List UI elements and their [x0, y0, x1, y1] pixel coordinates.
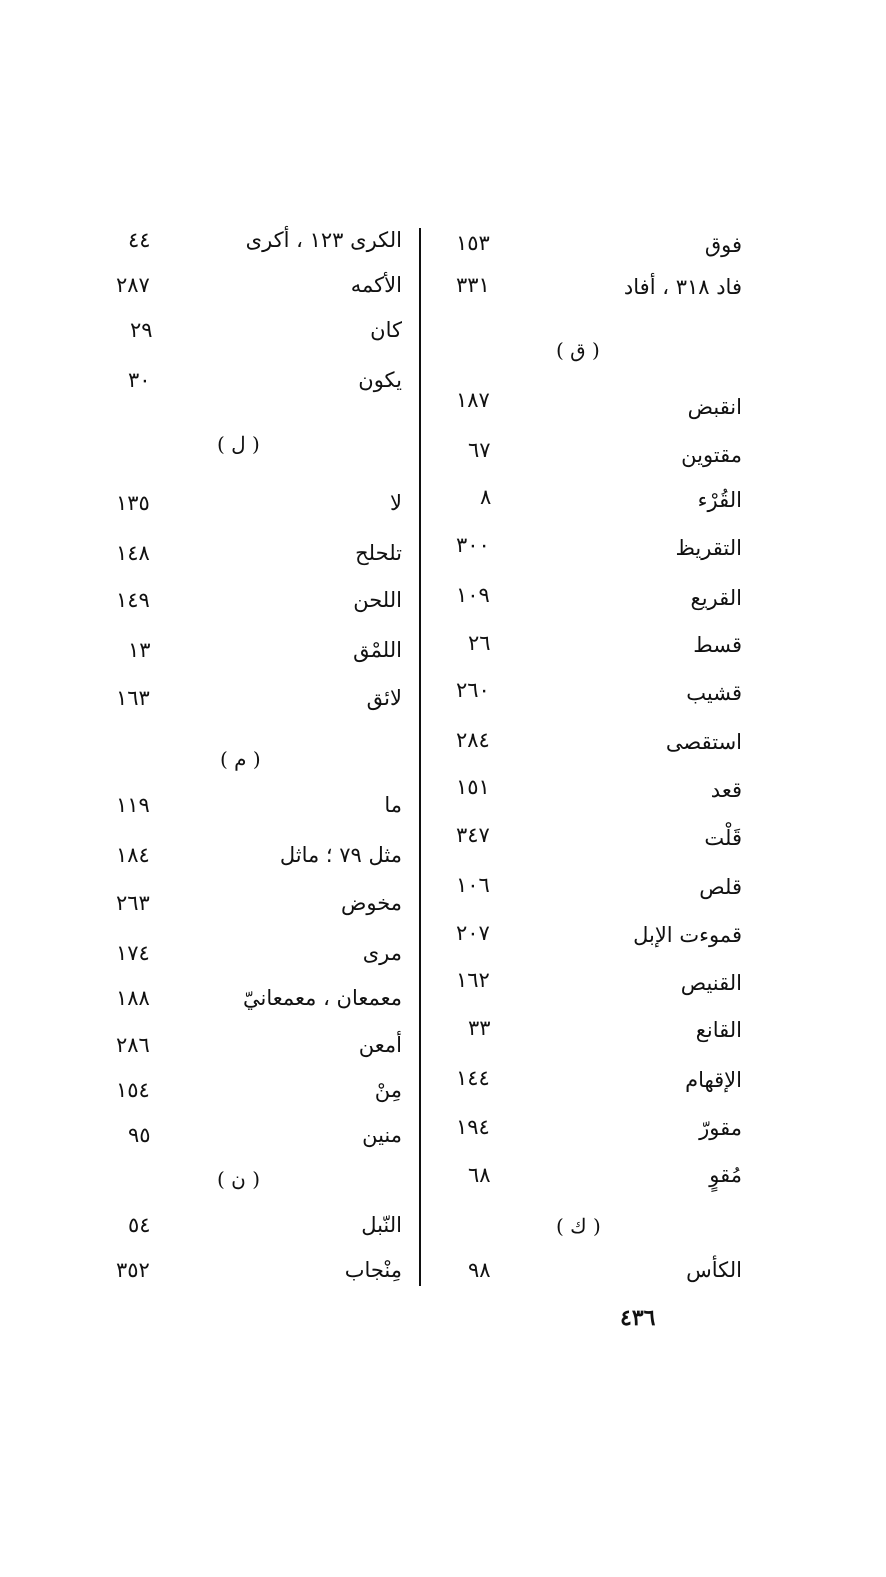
index-page-number: ٩٨: [468, 1258, 491, 1282]
index-page-number: ١٤٨: [116, 541, 150, 565]
index-word: فاد ٣١٨ ، أفاد: [623, 275, 742, 299]
index-word: الإقهام: [685, 1068, 742, 1092]
index-page-number: ١٥١: [456, 775, 490, 799]
index-word: انقبض: [687, 395, 742, 419]
index-word: الكأس: [686, 1258, 742, 1282]
index-word: مِنْ: [374, 1078, 402, 1102]
index-word: مثل ٧٩ ؛ ماثل: [279, 843, 402, 867]
index-word: مِنْجاب: [344, 1258, 402, 1282]
index-word: مُقوٍ: [709, 1163, 742, 1187]
index-page-number: ٢٦: [468, 631, 491, 655]
index-word: القُرْء: [697, 488, 742, 512]
section-letter-heading: ( ن ): [217, 1167, 261, 1191]
index-page-number: ٣٤٧: [456, 823, 490, 847]
index-word: اللحن: [353, 588, 402, 612]
column-divider: [419, 228, 421, 1286]
index-page-number: ١٣٥: [116, 491, 150, 515]
index-page-number: ٢٨٦: [116, 1033, 150, 1057]
index-page-number: ٥٤: [128, 1213, 151, 1237]
index-word: تلحلح: [355, 541, 402, 565]
index-page-number: ٣٣: [468, 1016, 491, 1040]
index-page-number: ١٦٣: [116, 686, 150, 710]
index-page-number: ٢٨٤: [456, 728, 490, 752]
index-word: التقريظ: [675, 536, 742, 560]
index-word: يكون: [358, 368, 402, 392]
index-page-number: ٩٥: [128, 1123, 151, 1147]
index-word: قسط: [693, 633, 742, 657]
index-page-number: ٣٠: [128, 368, 151, 392]
index-page-number: ٣٠٠: [456, 533, 490, 557]
index-word: أمعن: [358, 1033, 402, 1057]
index-page-number: ٢٠٧: [456, 921, 490, 945]
index-page-number: ١١٩: [116, 793, 150, 817]
index-page-number: ٦٧: [468, 438, 491, 462]
section-letter-heading: ( ك ): [556, 1214, 601, 1238]
page-number: ٤٣٦: [620, 1305, 656, 1331]
index-word: الأكمه: [350, 273, 402, 297]
index-word: قموءت الإبل: [633, 923, 742, 947]
index-page-number: ٤٤: [128, 228, 151, 252]
index-word: اللمْق: [353, 638, 402, 662]
index-word: مقورّ: [699, 1116, 742, 1140]
index-word: لا: [390, 491, 402, 515]
index-word: مقتوين: [681, 443, 742, 467]
index-page-number: ١٨٤: [116, 843, 150, 867]
index-page-number: ٢٦٠: [456, 678, 490, 702]
index-page-number: ١٥٣: [456, 231, 490, 255]
index-word: مخوض: [340, 891, 402, 915]
index-page-number: ١٤٤: [456, 1066, 490, 1090]
section-letter-heading: ( ل ): [217, 432, 260, 456]
index-word: النّبل: [361, 1213, 402, 1237]
index-page-number: ١٥٤: [116, 1078, 150, 1102]
index-word: معمعان ، معمعانيّ: [243, 986, 402, 1010]
index-word: قعد: [710, 778, 742, 802]
index-word: الكرى ١٢٣ ، أكرى: [245, 228, 402, 252]
index-page-number: ١٤٩: [116, 588, 150, 612]
index-word: فوق: [704, 233, 742, 257]
index-page-number: ٢٩: [130, 318, 153, 342]
index-page-number: ١٧٤: [116, 941, 150, 965]
index-page-number: ٦٨: [468, 1163, 491, 1187]
section-letter-heading: ( م ): [220, 747, 261, 771]
index-page-number: ٣٣١: [456, 273, 490, 297]
index-word: مرى: [362, 941, 402, 965]
index-word: القنيص: [680, 971, 742, 995]
index-word: قشيب: [686, 681, 742, 705]
index-page-number: ٨: [480, 485, 492, 509]
index-word: القريع: [690, 586, 742, 610]
index-page-number: ١٨٧: [456, 388, 490, 412]
index-page-number: ١٠٩: [456, 583, 490, 607]
index-page-number: ١٩٤: [456, 1115, 490, 1139]
index-page-number: ٢٨٧: [116, 273, 150, 297]
index-page-number: ١٨٨: [116, 986, 150, 1010]
index-word: استقصى: [665, 730, 742, 754]
index-word: منين: [362, 1123, 402, 1147]
index-word: قلص: [699, 875, 742, 899]
index-page-number: ٣٥٢: [116, 1258, 150, 1282]
index-word: قَلْت: [704, 826, 742, 850]
index-page-number: ١٣: [128, 638, 151, 662]
index-word: لائق: [366, 686, 402, 710]
index-word: كان: [370, 318, 402, 342]
index-word: ما: [384, 793, 402, 817]
index-page-number: ١٠٦: [456, 873, 490, 897]
index-page-number: ١٦٢: [456, 968, 490, 992]
index-word: القانع: [695, 1018, 742, 1042]
index-page-number: ٢٦٣: [116, 891, 150, 915]
section-letter-heading: ( ق ): [556, 338, 600, 362]
